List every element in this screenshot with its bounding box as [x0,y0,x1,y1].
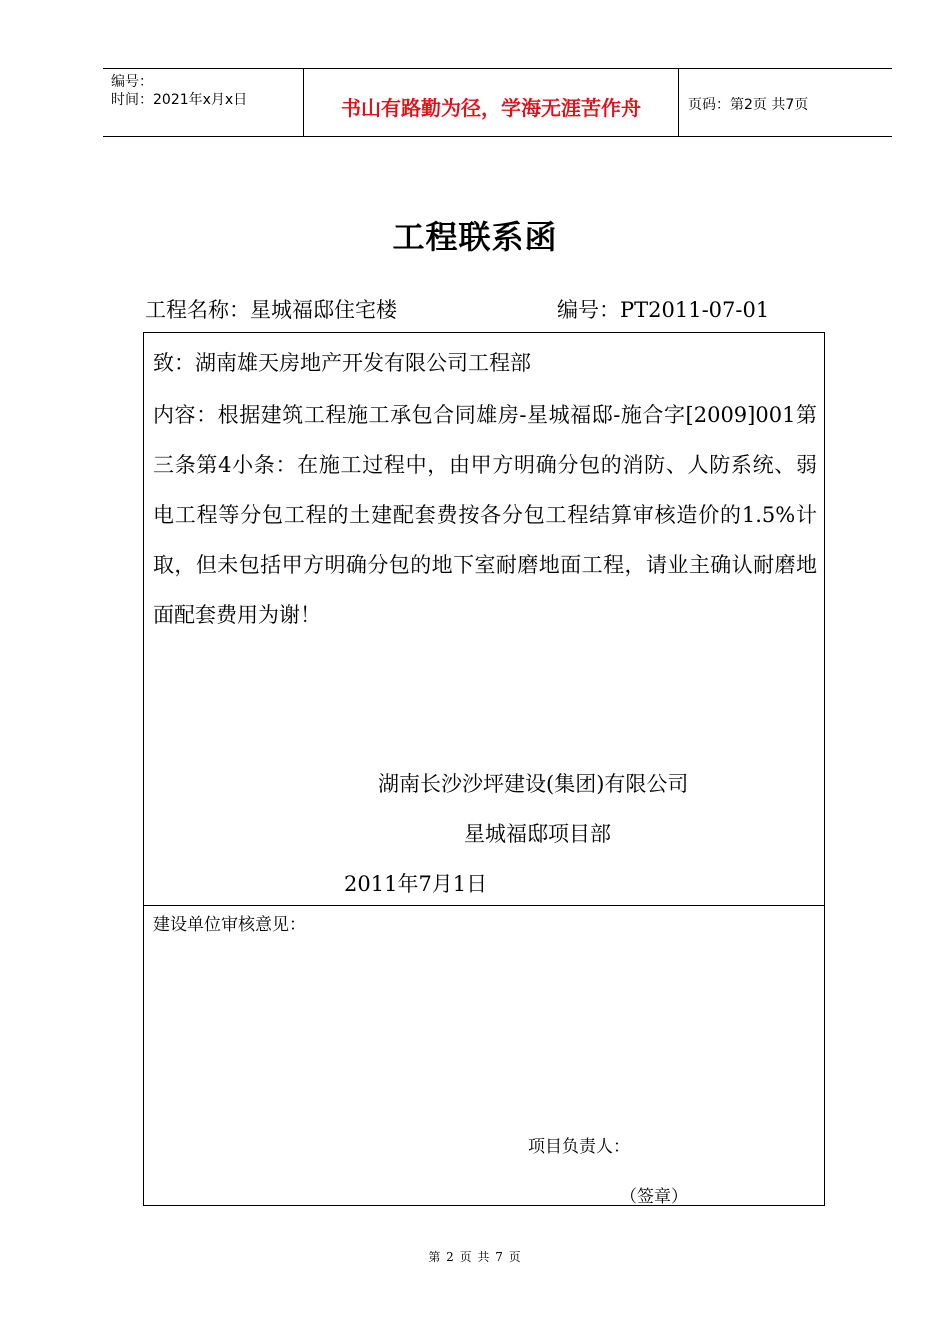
header-motto-cell [303,69,679,136]
sender-company: 湖南长沙沙坪建设(集团)有限公司 [378,772,689,796]
letter-date: 2011年7月1日 [344,872,488,896]
motto-text: 书山有路勤为径，学海无涯苦作舟 [341,96,641,120]
header-left-cell [103,69,303,136]
sender-department: 星城福邸项目部 [464,822,611,846]
letter-box [143,332,825,1206]
section-divider [144,905,824,906]
number-label: 编号： [111,74,153,90]
header-page-cell [678,69,892,136]
serial-number: 编号：PT2011-07-01 [557,298,770,322]
project-leader-label: 项目负责人： [528,1137,630,1157]
letter-content: 内容：根据建筑工程施工承包合同雄房-星城福邸-施合字[2009]001第三条第4小条：在施工过程中，由甲方明确分包的消防、人防系统、弱电工程等分包工程的土建配套费按各分包工程结算审核造价的1.5%计取，但未包括甲方明确分包的地下室耐磨地面工程，请业主确认耐磨地面配套费用为谢！ [153,403,817,627]
page-footer: 第 2 页 共 7 页 [428,1250,522,1264]
recipient: 致：湖南雄天房地产开发有限公司工程部 [153,351,531,375]
seal-label: （签章） [620,1187,688,1207]
document-title: 工程联系函 [392,218,558,256]
page-header [103,68,892,137]
page-info: 页码：第2页 共7页 [688,97,809,113]
review-opinion-label: 建设单位审核意见： [153,915,306,935]
project-name: 工程名称：星城福邸住宅楼 [145,298,397,322]
time-label: 时间：2021年x月x日 [111,92,248,108]
